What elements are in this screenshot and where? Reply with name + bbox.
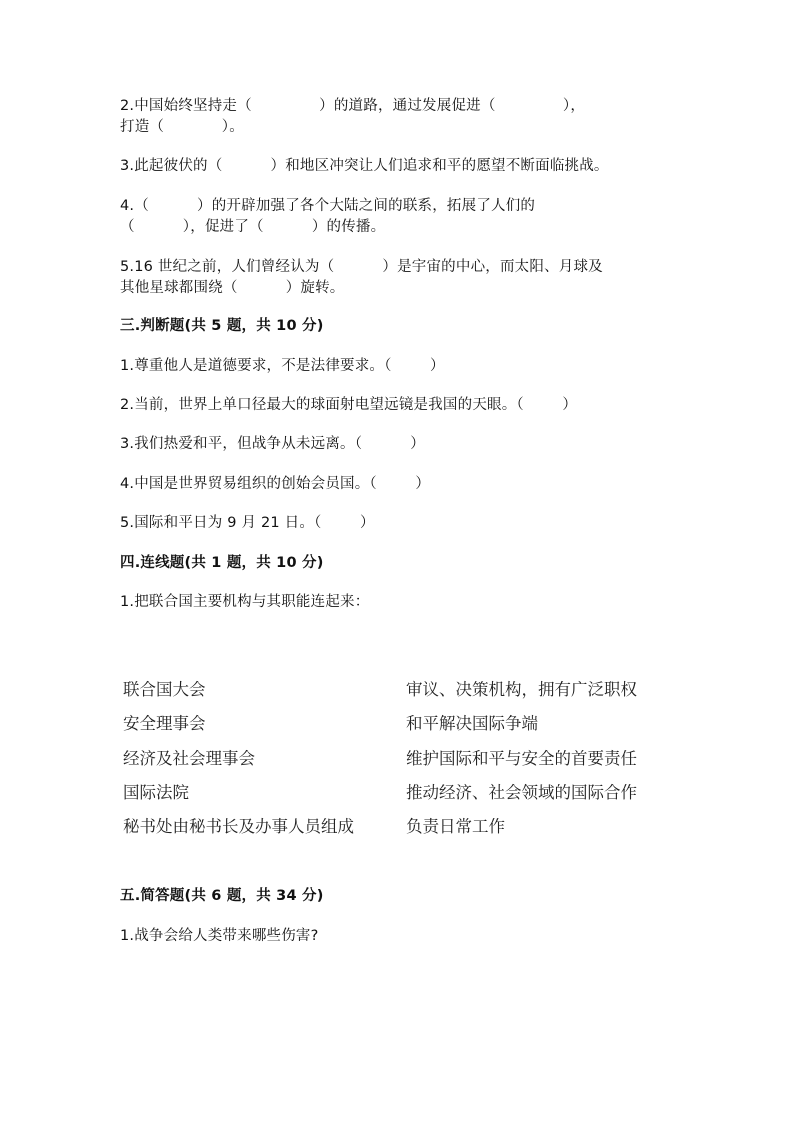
fill-q2-line1: 2.中国始终坚持走（ ）的道路，通过发展促进（ ）， [120,98,586,114]
judge-item: 3.我们热爱和平，但战争从未远离。（ ） [120,436,425,452]
matching-right-item[interactable]: 审议、决策机构，拥有广泛职权 [406,680,637,699]
judge-item: 2.当前，世界上单口径最大的球面射电望远镜是我国的天眼。（ ） [120,397,578,413]
fill-q5-line2: 其他星球都围绕（ ）旋转。 [120,280,345,296]
fill-q4-line1: 4.（ ）的开辟加强了各个大陆之间的联系，拓展了人们的 [120,198,536,214]
fill-q2-line2: 打造（ ）。 [120,119,244,135]
short-answer-heading: 五.简答题(共 6 题，共 34 分) [120,888,324,904]
judge-item: 4.中国是世界贸易组织的创始会员国。（ ） [120,476,431,492]
matching-right-item[interactable]: 推动经济、社会领域的国际合作 [406,783,637,802]
short-answer-question: 1.战争会给人类带来哪些伤害? [120,928,319,944]
matching-left-item[interactable]: 经济及社会理事会 [123,749,255,768]
matching-heading: 四.连线题(共 1 题，共 10 分) [120,555,324,571]
matching-question: 1.把联合国主要机构与其职能连起来： [120,594,370,610]
matching-left-item[interactable]: 安全理事会 [123,714,206,733]
matching-right-item[interactable]: 负责日常工作 [406,817,505,836]
matching-right-item[interactable]: 维护国际和平与安全的首要责任 [406,749,637,768]
fill-q4-line2: （ ），促进了（ ）的传播。 [120,219,386,235]
judge-heading: 三.判断题(共 5 题，共 10 分) [120,318,324,334]
judge-item: 1.尊重他人是道德要求，不是法律要求。（ ） [120,358,445,374]
matching-left-item[interactable]: 国际法院 [123,783,189,802]
matching-left-item[interactable]: 秘书处由秘书长及办事人员组成 [123,817,354,836]
matching-right-item[interactable]: 和平解决国际争端 [406,714,538,733]
fill-q3-line1: 3.此起彼伏的（ ）和地区冲突让人们追求和平的愿望不断面临挑战。 [120,158,609,174]
fill-q5-line1: 5.16 世纪之前，人们曾经认为（ ）是宇宙的中心，而太阳、月球及 [120,259,603,275]
judge-item: 5.国际和平日为 9 月 21 日。（ ） [120,515,375,531]
matching-left-item[interactable]: 联合国大会 [123,680,206,699]
